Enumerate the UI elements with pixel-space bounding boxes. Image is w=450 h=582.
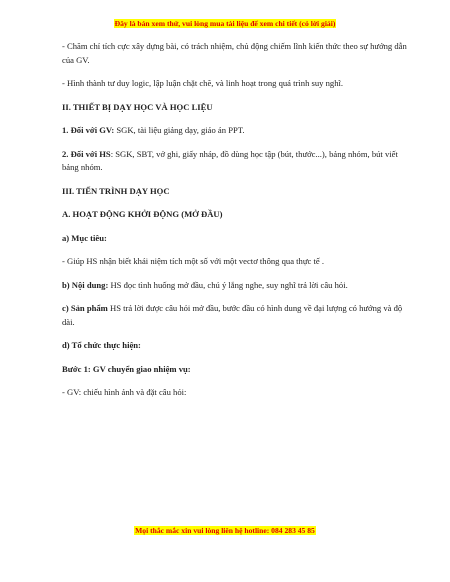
objective-heading: a) Mục tiêu: xyxy=(62,232,107,243)
hotline-banner xyxy=(0,526,450,535)
teacher-text: SGK, tài liệu giảng dạy, giáo án PPT. xyxy=(114,125,245,135)
product-label: c) Sản phẩm xyxy=(62,303,108,313)
objective-text: - Giúp HS nhận biết khái niệm tích một số với một vectơ thông qua thực tế . xyxy=(62,256,324,266)
paragraph-logic: - Hình thành tư duy logic, lập luận chặt chẽ, và linh hoạt trong quá trình suy nghĩ. xyxy=(62,78,344,88)
product-text: HS trả lời được câu hỏi mở đầu, bước đầu có hình dung về đại lượng có hướng và độ dài. xyxy=(62,303,403,327)
paragraph-content xyxy=(62,279,412,293)
teacher-label: 1. Đối với GV: xyxy=(62,125,115,135)
section-heading-process: III. TIẾN TRÌNH DẠY HỌC xyxy=(62,185,170,196)
step1-text: - GV: chiếu hình ảnh và đặt câu hỏi: xyxy=(62,387,187,397)
student-label: 2. Đối với HS xyxy=(62,148,111,159)
paragraph-teacher-equipment xyxy=(62,124,412,138)
preview-banner-text: Đây là bản xem thử, vui lòng mua tài liệu để xem chi tiết (có lời giải) xyxy=(114,19,336,28)
paragraph-product xyxy=(62,302,412,329)
content-label: b) Nội dung: xyxy=(62,279,109,290)
student-text: : SGK, SBT, vở ghi, giấy nháp, đồ dùng học tập (bút, thước...), bảng nhóm, bút viết bảng nhóm. xyxy=(62,148,398,172)
organization-heading: d) Tổ chức thực hiện: xyxy=(62,340,141,350)
paragraph-student-equipment xyxy=(62,148,412,175)
document-body xyxy=(62,40,412,410)
section-heading-warmup: A. HOẠT ĐỘNG KHỞI ĐỘNG (MỞ ĐẦU) xyxy=(62,209,223,219)
section-heading-equipment: II. THIẾT BỊ DẠY HỌC VÀ HỌC LIỆU xyxy=(62,101,213,112)
preview-banner xyxy=(0,19,450,28)
step1-heading: Bước 1: GV chuyển giao nhiệm vụ: xyxy=(62,363,191,374)
hotline-banner-text: Mọi thắc mắc xin vui lòng liên hệ hotline: 084 283 45 85 xyxy=(135,526,315,535)
content-text: HS đọc tình huống mở đầu, chú ý lắng nghe, suy nghĩ trả lời câu hỏi. xyxy=(108,279,348,290)
paragraph-attitude: - Chăm chỉ tích cực xây dựng bài, có trách nhiệm, chủ động chiếm lĩnh kiến thức theo sự hướng dẫn của GV. xyxy=(62,41,407,65)
